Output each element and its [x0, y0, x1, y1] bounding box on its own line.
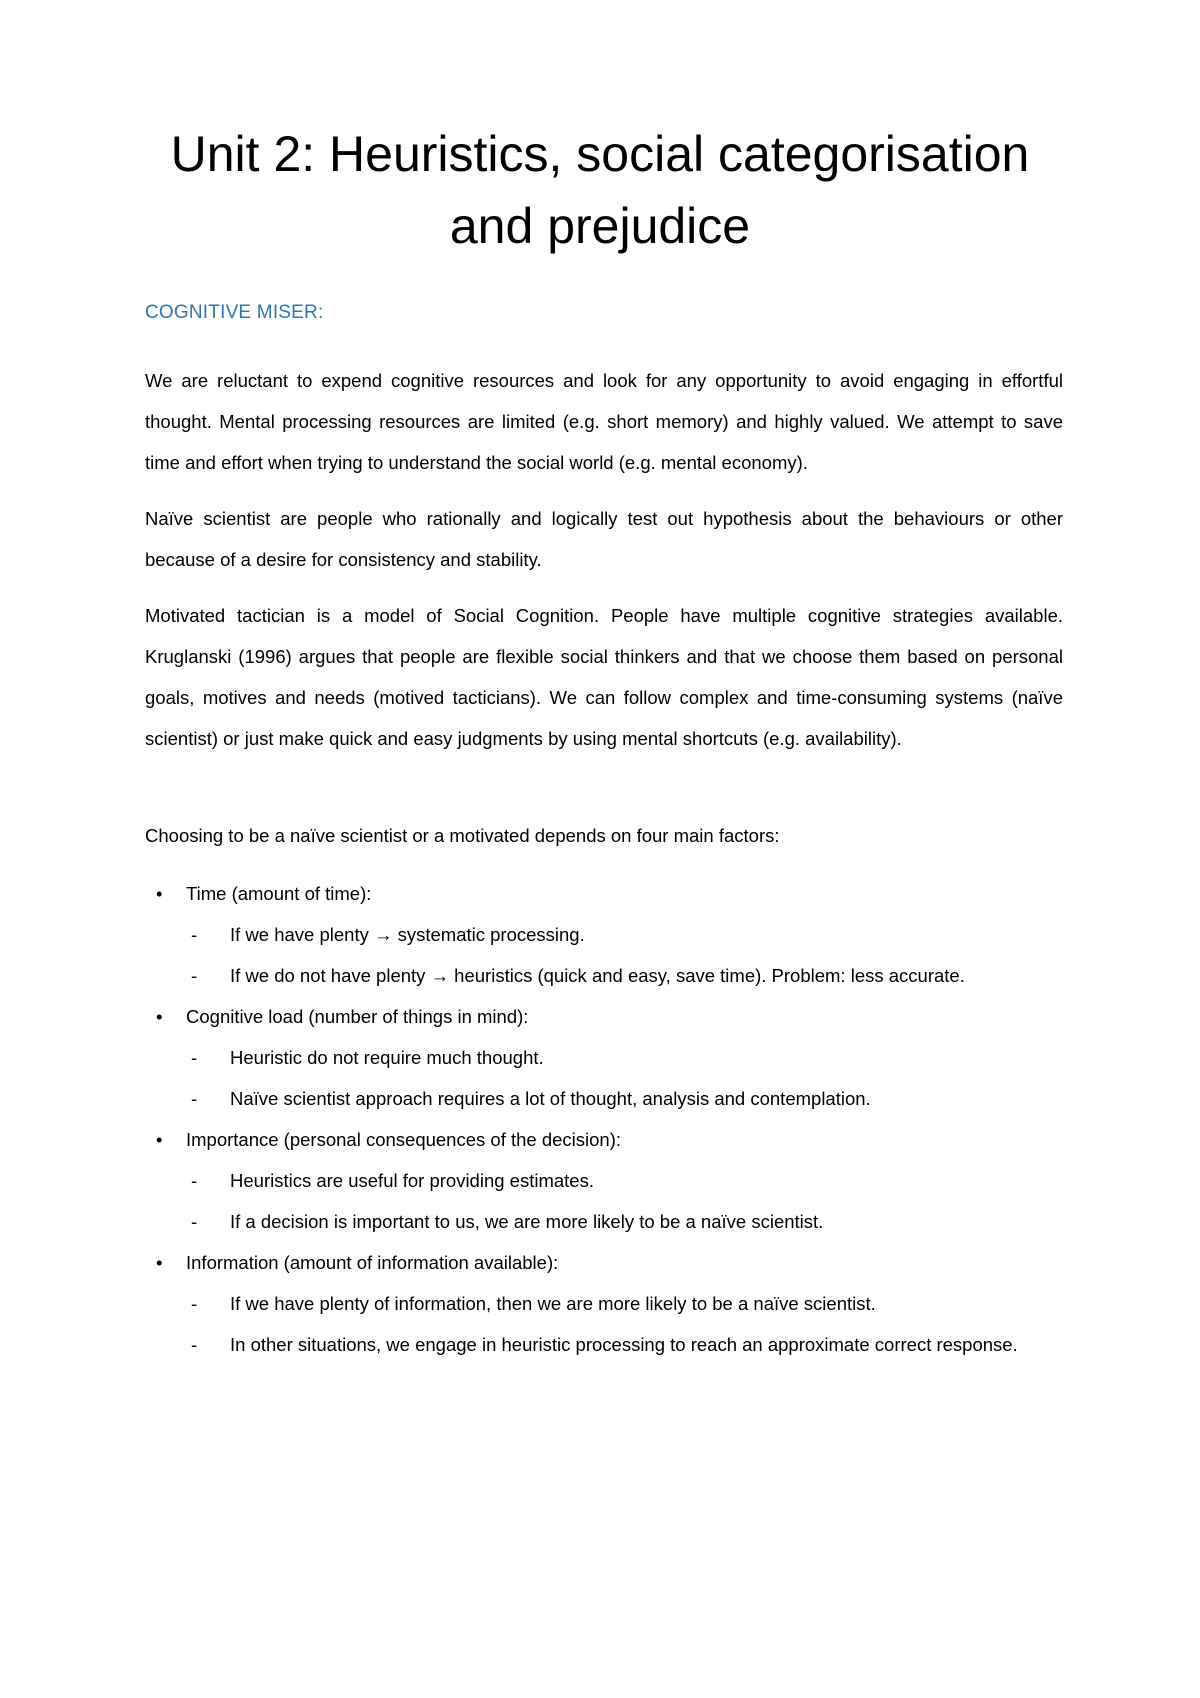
- bullet-marker: •: [156, 1129, 163, 1150]
- dash-marker: -: [191, 1088, 198, 1109]
- factor-label: Importance (personal consequences of the decision):: [186, 1129, 622, 1150]
- factor-label: Information (amount of information available):: [186, 1252, 559, 1273]
- factor-point-text: If a decision is important to us, we are more likely to be a naïve scientist.: [230, 1211, 824, 1232]
- document-title: [100, 118, 1100, 262]
- dash-marker: -: [191, 1170, 198, 1191]
- factor-point-text: If we do not have plenty → heuristics (quick and easy, save time). Problem: less accurate.: [230, 965, 965, 986]
- bullet-marker: •: [156, 883, 163, 904]
- title-line-1: Unit 2: Heuristics, social categorisation: [170, 126, 1030, 182]
- bullet-marker: •: [156, 1252, 163, 1273]
- factor-point-text: Heuristic do not require much thought.: [230, 1047, 544, 1068]
- dash-marker: -: [191, 1293, 198, 1314]
- dash-marker: -: [191, 1334, 198, 1355]
- paragraph-motivated-tactician: Motivated tactician is a model of Social Cognition. People have multiple cognitive strategies available. Kruglanski (1996) argues that people are flexible social thinkers and that we choose them based on personal goals, motives and needs (motived tacticians). We can follow complex and time-consuming systems (naïve scientist) or just make quick and easy judgments by using mental shortcuts (e.g. availability).: [145, 605, 1063, 749]
- factor-point-text: Heuristics are useful for providing estimates.: [230, 1170, 594, 1191]
- paragraph-factors-intro: Choosing to be a naïve scientist or a motivated depends on four main factors:: [145, 825, 780, 846]
- factor-point-text: In other situations, we engage in heuristic processing to reach an approximate correct response.: [230, 1334, 1018, 1355]
- section-heading: COGNITIVE MISER:: [145, 302, 324, 323]
- factor-label: Time (amount of time):: [186, 883, 372, 904]
- dash-marker: -: [191, 1047, 198, 1068]
- dash-marker: -: [191, 924, 198, 945]
- bullet-marker: •: [156, 1006, 163, 1027]
- factor-point-text: If we have plenty → systematic processing.: [230, 924, 585, 945]
- title-line-2: and prejudice: [449, 198, 751, 254]
- dash-marker: -: [191, 1211, 198, 1232]
- factor-point-text: Naïve scientist approach requires a lot of thought, analysis and contemplation.: [230, 1088, 871, 1109]
- factor-point-text: If we have plenty of information, then we are more likely to be a naïve scientist.: [230, 1293, 876, 1314]
- factor-label: Cognitive load (number of things in mind):: [186, 1006, 529, 1027]
- paragraph-naive-scientist: Naïve scientist are people who rationally and logically test out hypothesis about the behaviours or other because of a desire for consistency and stability.: [145, 508, 1063, 570]
- paragraph-cognitive-miser: We are reluctant to expend cognitive resources and look for any opportunity to avoid engaging in effortful thought. Mental processing resources are limited (e.g. short memory) and highly valued. We attempt to save time and effort when trying to understand the social world (e.g. mental economy).: [145, 370, 1063, 473]
- dash-marker: -: [191, 965, 198, 986]
